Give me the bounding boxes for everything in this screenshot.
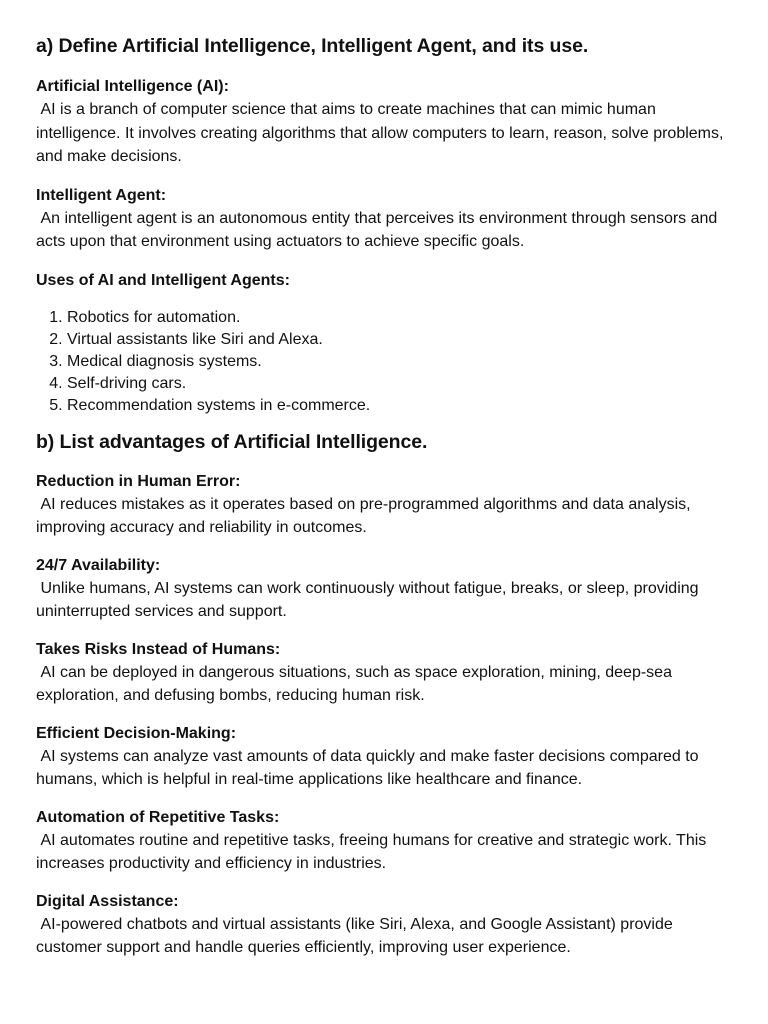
advantage-item bbox=[36, 723, 732, 792]
advantage-description: AI can be deployed in dangerous situations, such as space exploration, mining, deep-sea exploration, and defusing bombs, reducing human risk. bbox=[36, 663, 677, 705]
advantage-title: Takes Risks Instead of Humans: bbox=[36, 640, 281, 658]
list-item: 5. Recommendation systems in e-commerce. bbox=[67, 395, 732, 417]
term-description: An intelligent agent is an autonomous entity that perceives its environment through sensors and acts upon that environment using actuators to achieve specific goals. bbox=[36, 209, 722, 250]
uses-title: Uses of AI and Intelligent Agents: bbox=[36, 271, 290, 289]
advantage-description: Unlike humans, AI systems can work continuously without fatigue, breaks, or sleep, providing uninterrupted services and support. bbox=[36, 579, 704, 621]
advantage-item bbox=[36, 807, 732, 876]
advantage-item bbox=[36, 639, 732, 708]
advantage-item bbox=[36, 555, 732, 624]
term-description: AI is a branch of computer science that aims to create machines that can mimic human intelligence. It involves creating algorithms that allow computers to learn, reason, solve problems, and make decisions. bbox=[36, 101, 728, 165]
advantage-title: Reduction in Human Error: bbox=[36, 472, 241, 490]
list-item: 2. Virtual assistants like Siri and Alexa. bbox=[67, 329, 732, 351]
advantage-title: Automation of Repetitive Tasks: bbox=[36, 808, 280, 826]
term-title: Artificial Intelligence (AI): bbox=[36, 78, 229, 95]
section-b-heading: b) List advantages of Artificial Intelligence. bbox=[36, 430, 428, 453]
section-a-heading: a) Define Artificial Intelligence, Intelligent Agent, and its use. bbox=[36, 35, 589, 57]
list-item: 4. Self-driving cars. bbox=[67, 373, 732, 395]
advantage-title: Digital Assistance: bbox=[36, 892, 179, 910]
term-ai bbox=[36, 76, 732, 169]
term-title: Intelligent Agent: bbox=[36, 186, 167, 204]
advantage-title: 24/7 Availability: bbox=[36, 556, 161, 574]
advantage-description: AI automates routine and repetitive tasks, freeing humans for creative and strategic work. This increases productivity and efficiency in industries. bbox=[36, 831, 711, 873]
advantage-description: AI reduces mistakes as it operates based on pre-programmed algorithms and data analysis, improving accuracy and reliability in outcomes. bbox=[36, 495, 696, 537]
term-intelligent-agent bbox=[36, 185, 732, 254]
list-item: 1. Robotics for automation. bbox=[67, 307, 732, 329]
advantage-item bbox=[36, 891, 732, 960]
advantage-description: AI systems can analyze vast amounts of data quickly and make faster decisions compared to humans, which is helpful in real-time applications like healthcare and finance. bbox=[36, 747, 704, 789]
advantage-item bbox=[36, 471, 732, 540]
advantage-description: AI-powered chatbots and virtual assistants (like Siri, Alexa, and Google Assistant) provide customer support and handle queries efficiently, improving user experience. bbox=[36, 915, 678, 957]
list-item: 3. Medical diagnosis systems. bbox=[67, 351, 732, 373]
uses-list bbox=[36, 307, 732, 418]
advantage-title: Efficient Decision-Making: bbox=[36, 724, 237, 742]
